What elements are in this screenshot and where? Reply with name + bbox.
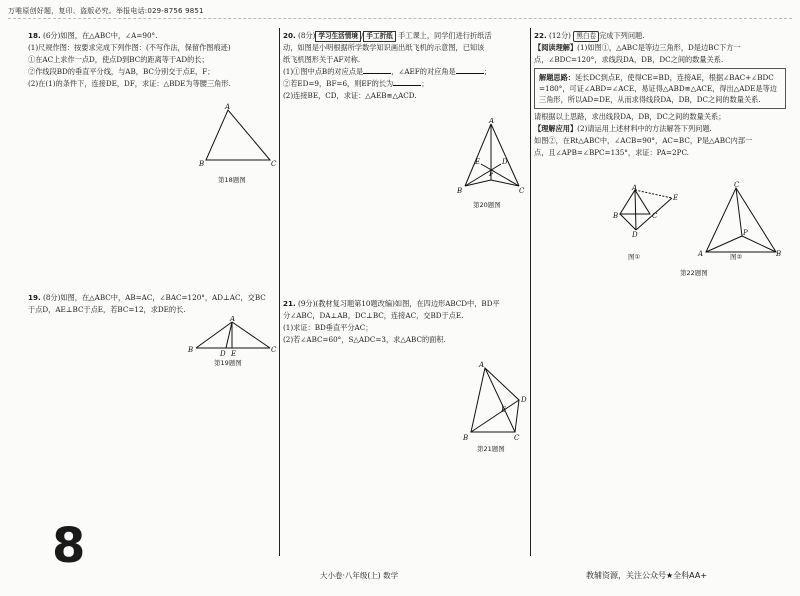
question-21-caption: 第21题图 <box>477 445 505 453</box>
question-22-part1-line1: (1)如图①，△ABC是等边三角形，D是边BC下方一 <box>577 43 741 52</box>
question-21-line2: 分∠ABC，DA⊥AB，DC⊥BC，连接AC，交BD于点E. <box>283 311 464 320</box>
question-22-part2-line1: (2)请运用上述材料中的方法解答下列问题. <box>577 124 712 133</box>
label-c: C <box>519 187 525 195</box>
question-20-part1b-text: ②若ED=9，BF=6，则EF的长为 <box>283 79 394 88</box>
label-a: A <box>479 361 485 369</box>
label-a: A <box>225 103 231 111</box>
question-21-line1: 如图，在四边形ABCD中，BD平 <box>394 299 500 308</box>
segment-ad <box>635 190 636 230</box>
topic-tag: 手工折纸 <box>363 31 395 42</box>
question-22-part2-line3: 点，且∠APB=∠BPC=135°，求证：PA=2PC. <box>534 148 689 157</box>
question-20-caption: 第20题图 <box>473 201 501 209</box>
label-b: B <box>199 160 205 168</box>
hint-line2: =180°，可证∠ABD=∠ACE，易证得△ABD≌△ACE，得出△ADE是等边 <box>539 84 777 93</box>
context-tag: 学习生活情境 <box>315 31 361 42</box>
hint-title: 解题思路： <box>539 73 575 82</box>
label-e: E <box>673 194 679 202</box>
segment-cp <box>736 188 742 236</box>
answer-blank-3[interactable] <box>393 78 421 86</box>
segment-ac <box>232 322 270 348</box>
question-18 <box>28 30 278 90</box>
question-18-part1a: ①在AC上求作一点D，使点D到BC的距离等于AD的长； <box>28 55 209 64</box>
label-e: E <box>501 406 507 414</box>
header-divider <box>8 18 792 19</box>
segment-ac <box>491 124 519 186</box>
solution-hint-box <box>534 68 786 109</box>
label-a: A <box>230 316 236 323</box>
label-b: B <box>463 434 469 442</box>
segment-ce <box>481 164 519 186</box>
question-22 <box>534 30 786 159</box>
triangle-abc <box>206 110 270 160</box>
question-20-line3: 纸飞机图形关于AF对称. <box>283 55 361 64</box>
label-f: F <box>489 170 494 178</box>
column-2 <box>283 30 528 550</box>
column-1 <box>28 30 278 550</box>
question-22-figure-2 <box>696 180 782 256</box>
reading-title: 【阅读理解】 <box>534 43 578 52</box>
question-20-part2: (2)连接BE，CD，求证：△AEB≌△ACD. <box>283 91 417 100</box>
question-20-part1b-end: ； <box>421 79 429 88</box>
quadrilateral-abcd <box>471 368 519 432</box>
label-a: A <box>489 118 495 125</box>
label-c: C <box>514 434 520 442</box>
segment-ac <box>485 368 515 432</box>
question-22-number: 22. <box>534 31 547 40</box>
question-18-part1b: ②作线段BD的垂直平分线，与AB，BC分别交于点E，F； <box>28 67 215 76</box>
question-18-part1: (1)尺规作图：按要求完成下列作图：(不写作法，保留作图痕迹) <box>28 43 231 52</box>
label-c: C <box>271 346 277 354</box>
question-21-part2: (2)若∠ABC=60°，S△ADC=3，求△ABC的面积. <box>283 335 446 344</box>
question-20: 20. (8分) 学习生活情境 / 手工折纸 手工课上，同学们进行折纸活 动，如图是小明根据所学数学知识画出纸飞机的示意图，已知该 纸飞机图形关于AF对称. (1)①图中点B的对应点是 ，∠AEF的对应角是 ； ②若ED=9，BF=6，则EF的长为 ； (2)连接BE，CD，求证：△AEB≌△ACD. <box>283 30 528 102</box>
label-b: B <box>188 346 194 354</box>
segment-ab <box>465 124 491 186</box>
segment-ap <box>706 236 742 252</box>
label-p: P <box>743 229 748 237</box>
label-d: D <box>521 396 527 404</box>
segment-bd <box>620 214 636 230</box>
question-20-part1a-text: (1)①图中点B的对应点是 <box>283 67 364 76</box>
question-18-stem: (6分)如图，在△ABC中，∠A=90°. <box>43 31 158 40</box>
triangle-abc <box>706 188 776 252</box>
question-22-caption: 第22题图 <box>680 269 708 277</box>
segment-bd <box>465 164 501 186</box>
question-21-score: (9分) <box>298 299 316 308</box>
label-c: C <box>271 160 277 168</box>
question-22-figure-1 <box>610 184 680 238</box>
label-e: E <box>231 350 237 358</box>
question-19-line2: 于点D，AE⊥BC于点E，若BC=12，求DE的长. <box>28 305 186 314</box>
question-18-caption: 第18题图 <box>218 176 246 184</box>
question-22-intro: 完成下列问题. <box>599 31 645 40</box>
question-22-score: (12分) <box>549 31 571 40</box>
question-19-line1: (8分)如图，在△ABC中，AB=AC，∠BAC=120°，AD⊥AC，交BC <box>43 293 266 302</box>
question-19-caption: 第19题图 <box>214 359 242 367</box>
label-c: C <box>652 212 658 220</box>
question-21-part1: (1)求证：BD垂直平分AC； <box>283 323 373 332</box>
question-22-tag: 黑白卷 <box>573 31 599 42</box>
answer-blank-1[interactable] <box>363 66 391 74</box>
question-19 <box>28 292 278 316</box>
question-20-number: 20. <box>283 31 296 40</box>
footer-book-title: 大小卷·八年级(上) 数学 <box>320 571 399 580</box>
label-b: B <box>613 212 619 220</box>
question-22-part1-line2: 点，∠BDC=120°，求线段DA，DB，DC之间的数量关系. <box>534 55 724 64</box>
figure-2-label: 图② <box>730 253 743 261</box>
label-e: E <box>475 158 481 166</box>
label-b: B <box>776 250 782 256</box>
question-22-part2-line2: 如图②，在Rt△ABC中，∠ACB=90°，AC=BC，P是△ABC内部一 <box>534 136 753 145</box>
figure-1-label: 图① <box>628 253 641 261</box>
segment-ae <box>635 190 672 198</box>
question-18-figure <box>198 102 278 172</box>
question-20-line1: 手工课上，同学们进行折纸活 <box>398 31 492 40</box>
column-3 <box>534 30 786 550</box>
column-divider-2 <box>530 28 531 556</box>
footer-watermark: 教辅资源，关注公众号★全科AA+ <box>586 571 708 580</box>
label-a: A <box>632 184 638 192</box>
label-d: D <box>632 231 638 238</box>
column-divider-1 <box>279 28 280 556</box>
label-c: C <box>734 181 740 189</box>
answer-blank-2[interactable] <box>456 66 484 74</box>
label-d: D <box>502 158 508 166</box>
question-21: 21. (9分)(教材复习题第10题改编)如图，在四边形ABCD中，BD平 分∠ABC，DA⊥AB，DC⊥BC，连接AC，交BD于点E. (1)求证：BD垂直平分AC； (2)若∠ABC=60°，S△ADC=3，求△ABC的面积. <box>283 298 528 346</box>
segment-bf <box>465 180 491 186</box>
question-20-part1a-end: ； <box>483 67 491 76</box>
application-title: 【理解应用】 <box>534 124 578 133</box>
question-21-number: 21. <box>283 299 296 308</box>
question-19-figure <box>186 316 278 358</box>
question-22-part1-task: 请根据以上思路，求出线段DA，DB，DC之间的数量关系； <box>534 112 726 121</box>
question-20-line2: 动，如图是小明根据所学数学知识画出纸飞机的示意图，已知该 <box>283 43 485 52</box>
source-tag: 教材复习题第10题改编 <box>318 299 393 308</box>
question-20-part1a-text2: ，∠AEF的对应角是 <box>391 67 456 76</box>
question-20-score: (8分) <box>298 31 316 40</box>
question-21-figure <box>461 360 529 442</box>
question-18-number: 18. <box>28 31 41 40</box>
hint-line1: 延长DC到点E，使得CE=BD，连接AE，根据∠BAC+∠BDC <box>574 73 774 82</box>
label-b: B <box>457 187 463 195</box>
hint-line3: 三角形，所以AD=DE，从而求得线段DA，DB，DC之间的数量关系. <box>539 95 761 104</box>
label-d: D <box>220 350 226 358</box>
question-20-figure <box>455 118 527 198</box>
label-a: A <box>698 250 704 256</box>
question-19-number: 19. <box>28 293 41 302</box>
copyright-header: 万唯原创好题，复印、盗版必究。举报电话:029-8756 9851 <box>8 7 204 15</box>
page-number: 8 <box>52 518 86 574</box>
question-18-part2: (2)在(1)的条件下，连接DE，DF，求证：△BDE为等腰三角形. <box>28 79 231 88</box>
segment-bd <box>471 400 519 432</box>
